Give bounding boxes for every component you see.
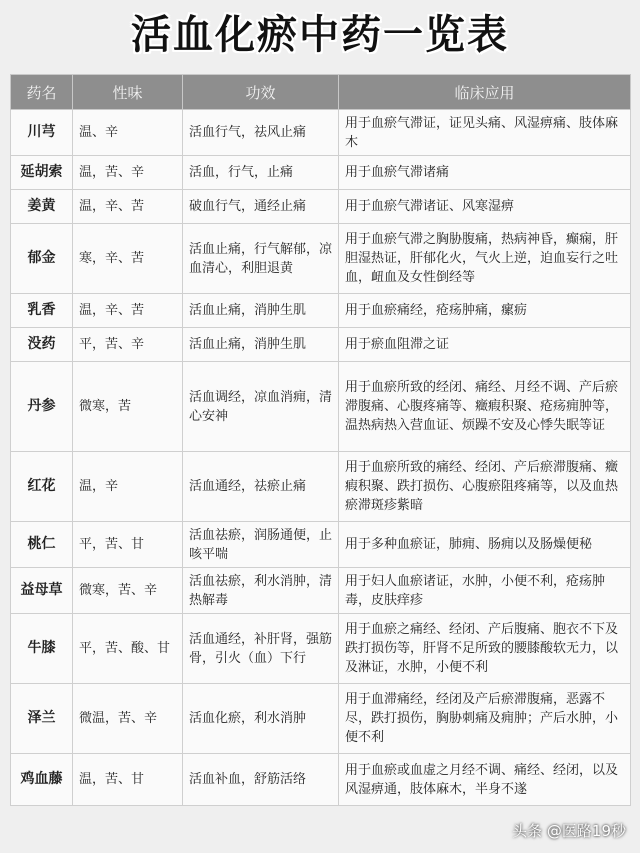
table-row: [11, 190, 631, 224]
herb-name: 鸡血藤: [11, 754, 73, 806]
herb-taste: 寒，辛、苦: [73, 224, 183, 294]
herb-effect: 活血祛瘀，利水消肿，清热解毒: [183, 568, 339, 614]
herb-effect: 活血通经，补肝肾，强筋骨，引火（血）下行: [183, 614, 339, 684]
herb-usage: 用于血瘀所致的经闭、痛经、月经不调、产后瘀滞腹痛、心腹疼痛等、癥瘕积聚、疮疡痈肿等，温热病热入营血证、烦躁不安及心悸失眠等证: [339, 362, 631, 452]
herb-effect: 破血行气，通经止痛: [183, 190, 339, 224]
herb-name: 川芎: [11, 110, 73, 156]
herb-usage: 用于血瘀气滞诸痛: [339, 156, 631, 190]
herb-name: 郁金: [11, 224, 73, 294]
page-title: 活血化瘀中药一览表: [131, 12, 509, 58]
table-row: [11, 754, 631, 806]
herb-table: [10, 74, 631, 806]
herb-taste: 平，苦、辛: [73, 328, 183, 362]
herb-taste: 温、辛: [73, 110, 183, 156]
herb-effect: 活血通经，祛瘀止痛: [183, 452, 339, 522]
herb-taste: 微寒，苦: [73, 362, 183, 452]
herb-taste: 温，辛、苦: [73, 190, 183, 224]
herb-usage: 用于血滞痛经，经闭及产后瘀滞腹痛，恶露不尽，跌打损伤，胸胁刺痛及痈肿；产后水肿，小便不利: [339, 684, 631, 754]
herb-usage: 用于妇人血瘀诸证，水肿，小便不利，疮疡肿毒，皮肤痒疹: [339, 568, 631, 614]
herb-usage: 用于血瘀痛经，疮疡肿痛，瘰疬: [339, 294, 631, 328]
herb-effect: 活血止痛，消肿生肌: [183, 294, 339, 328]
herb-taste: 温，苦、辛: [73, 156, 183, 190]
herb-effect: 活血止痛，行气解郁，凉血清心，利胆退黄: [183, 224, 339, 294]
herb-usage: 用于血瘀或血虚之月经不调、痛经、经闭，以及风湿痹通，肢体麻木，半身不遂: [339, 754, 631, 806]
header-taste: 性味: [73, 75, 183, 110]
table-row: [11, 452, 631, 522]
table-row: [11, 362, 631, 452]
herb-usage: 用于血瘀气滞证，证见头痛、风湿痹痛、肢体麻木: [339, 110, 631, 156]
herb-taste: 微温，苦、辛: [73, 684, 183, 754]
table-row: [11, 110, 631, 156]
header-usage: 临床应用: [339, 75, 631, 110]
herb-name: 桃仁: [11, 522, 73, 568]
herb-usage: 用于瘀血阻滞之证: [339, 328, 631, 362]
herb-taste: 平，苦、甘: [73, 522, 183, 568]
herb-taste: 温，苦、甘: [73, 754, 183, 806]
table-row: [11, 522, 631, 568]
herb-effect: 活血行气，祛风止痛: [183, 110, 339, 156]
table-row: [11, 156, 631, 190]
table-row: [11, 294, 631, 328]
herb-name: 没药: [11, 328, 73, 362]
table-row: [11, 684, 631, 754]
herb-taste: 微寒，苦、辛: [73, 568, 183, 614]
herb-effect: 活血，行气，止痛: [183, 156, 339, 190]
herb-name: 姜黄: [11, 190, 73, 224]
table-header-row: [11, 75, 631, 110]
herb-effect: 活血祛瘀，润肠通便，止咳平喘: [183, 522, 339, 568]
herb-usage: 用于多种血瘀证，肺痈、肠痈以及肠燥便秘: [339, 522, 631, 568]
header-name: 药名: [11, 75, 73, 110]
herb-taste: 温，辛: [73, 452, 183, 522]
herb-usage: 用于血瘀之痛经、经闭、产后腹痛、胞衣不下及跌打损伤等，肝肾不足所致的腰膝酸软无力，以及淋证，水肿，小便不利: [339, 614, 631, 684]
herb-effect: 活血补血，舒筋活络: [183, 754, 339, 806]
herb-name: 泽兰: [11, 684, 73, 754]
herb-taste: 平，苦、酸、甘: [73, 614, 183, 684]
herb-name: 丹参: [11, 362, 73, 452]
herb-effect: 活血止痛，消肿生肌: [183, 328, 339, 362]
herb-effect: 活血化瘀，利水消肿: [183, 684, 339, 754]
table-row: [11, 614, 631, 684]
table-row: [11, 568, 631, 614]
herb-name: 延胡索: [11, 156, 73, 190]
watermark: 头条 @医路19秒: [512, 822, 626, 840]
herb-name: 益母草: [11, 568, 73, 614]
herb-usage: 用于血瘀所致的痛经、经闭、产后瘀滞腹痛、癥瘕积聚、跌打损伤、心腹瘀阻疼痛等，以及血热瘀滞斑疹紫暗: [339, 452, 631, 522]
table-row: [11, 328, 631, 362]
herb-taste: 温，辛、苦: [73, 294, 183, 328]
herb-usage: 用于血瘀气滞诸证、风寒湿痹: [339, 190, 631, 224]
herb-effect: 活血调经，凉血消痈，清心安神: [183, 362, 339, 452]
herb-usage: 用于血瘀气滞之胸胁腹痛，热病神昏，癫痫，肝胆湿热证，肝郁化火，气火上逆，迫血妄行之吐血，衄血及女性倒经等: [339, 224, 631, 294]
table-row: [11, 224, 631, 294]
herb-name: 乳香: [11, 294, 73, 328]
herb-name: 红花: [11, 452, 73, 522]
herb-name: 牛膝: [11, 614, 73, 684]
header-effect: 功效: [183, 75, 339, 110]
